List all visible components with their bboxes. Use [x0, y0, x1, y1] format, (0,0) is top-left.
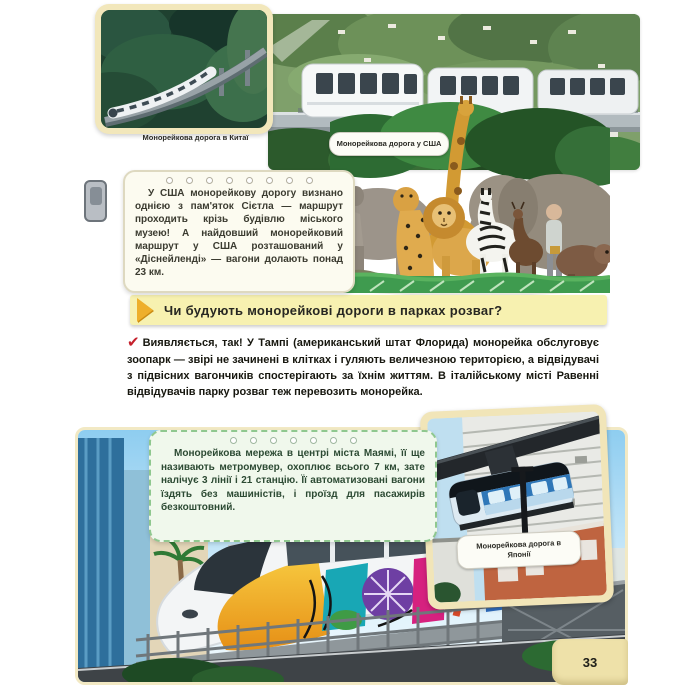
- zoo-animals-collage: [330, 96, 610, 296]
- fact-box-seattle: [123, 170, 355, 293]
- photo-china-monorail: [95, 4, 273, 134]
- notepad-holes: [125, 172, 353, 184]
- japan-suspended-monorail-illustration: [427, 411, 607, 602]
- photo-caption-japan: Монорейкова дорога в Японії: [456, 530, 581, 570]
- page-number-tab: [552, 639, 628, 685]
- notepad-holes: [151, 432, 435, 444]
- grass-strip: [330, 275, 610, 294]
- photo-japan-monorail: [420, 404, 614, 610]
- train-window: [90, 187, 102, 205]
- fact-box-seattle-text: У США монорейкову дорогу визнано однією з пам'яток Сієтла — маршрут проходить крізь будівлю міського музею! А найдовший монорейковий маршрут у США розташований у «Діснейленді» — вагони долають понад 23 км.: [135, 188, 343, 279]
- zookeeper: [546, 204, 562, 288]
- fact-box-miami: [149, 430, 437, 542]
- china-jungle-monorail-illustration: [101, 10, 267, 128]
- page-number: 33: [582, 654, 598, 670]
- cheetah: [393, 187, 434, 281]
- animals-illustration: [330, 96, 610, 296]
- photo-caption-china: Монорейкова дорога в Китаї: [142, 133, 249, 142]
- fact-box-miami-text: Монорейкова мережа в центрі міста Маямі, її ще називають метромувер, охоплює всього 7 км, зате налічує 3 лінії і 21 станцію. Її автоматизовані вагони їздять без машиністів, і проїзд для пасажирів безкоштовний.: [161, 448, 425, 513]
- question-heading-text: Чи будують монорейкові дороги в парках розваг?: [164, 302, 503, 318]
- arrow-icon: [137, 298, 153, 322]
- question-heading-bar: [130, 295, 607, 325]
- answer-paragraph: [127, 332, 599, 400]
- answer-paragraph-text: Виявляється, так! У Тампі (американський штат Флорида) монорейка обслуговує зоопарк — звірі не зачинені в клітках і гуляють величезною територією, а відвідувачі з підвісних вагончиків спостерігають за їхнім життям. В італійському місті Равенні відвідувачів парку розваг теж перевозить монорейка.: [127, 337, 599, 398]
- photo-caption-usa: Монорейкова дорога у США: [329, 132, 449, 156]
- train-nose-decoration: [84, 180, 107, 222]
- checkmark-icon: ✔: [127, 334, 140, 351]
